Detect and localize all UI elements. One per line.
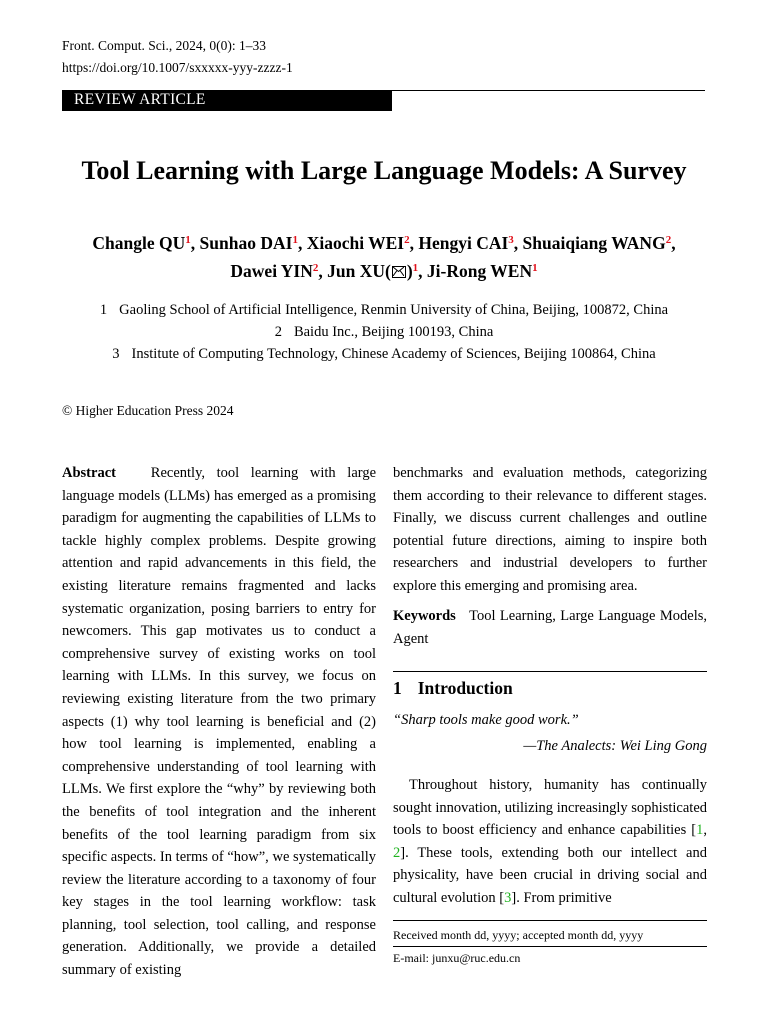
affiliation-3: 3 Institute of Computing Technology, Chinese Academy of Sciences, Beijing 100864, China xyxy=(112,346,656,362)
author: Hengyi CAI$^3$, xyxy=(418,233,523,253)
author: Dawei YIN$^2$, xyxy=(230,261,328,281)
author: Sunhao DAI$^1$, xyxy=(199,233,307,253)
citation-link[interactable]: 3 xyxy=(504,889,512,906)
copyright-notice: © Higher Education Press 2024 xyxy=(62,403,234,418)
affiliation-1: 1 Gaoling School of Artificial Intelligence, Renmin University of China, Beijing, 100872, China xyxy=(99,302,669,318)
epigraph-attribution: —The Analects: Wei Ling Gong xyxy=(523,738,707,754)
abstract-text: Recently, tool learning with large language models (LLMs) has emerged as a promising paradigm for augmenting the capabilities of LLMs to tackle highly complex problems. Despite growing attention and rapid advancements in this field, the existing literature remains fragmented and lacks systematic organization, posing barriers to entry for newcomers. This gap motivates us to conduct a comprehensive survey of existing works on tool learning with LLMs. In this survey, we focus on reviewing existing literature from the two primary aspects (1) why tool learning is beneficial and (2) how tool learning is implemented, enabling a comprehensive understanding of tool learning with LLMs. We first explore the “why” by reviewing both the benefits of tool integration and the inherent benefits of the tool learning paradigm from six specific aspects. In terms of “how”, we systematically review the literature according to a taxonomy of four key stages in the tool learning workflow: task planning, tool selection, tool calling, and response generation. Additionally, we provide a detailed summary of existing xyxy=(62,465,377,979)
author: Xiaochi WEI$^2$, xyxy=(306,233,419,253)
author-corresponding: Jun XU( )$^1$, xyxy=(327,261,427,281)
corresponding-email[interactable]: E-mail: junxu@ruc.edu.cn xyxy=(393,951,521,965)
journal-citation: Front. Comput. Sci., 2024, 0(0): 1–33 xyxy=(62,38,267,53)
author: Changle $QU^1$, xyxy=(92,233,200,253)
abstract-continued: benchmarks and evaluation methods, categorizing them according to their relevance to different stages. Finally, we discuss current challenges and outline potential future directions, aiming to inspire both researchers and industrial developers to further explore this emerging and promising area. xyxy=(393,465,707,594)
paper-title: Tool Learning with Large Language Models: A Survey xyxy=(81,156,687,185)
citation-link[interactable]: 2 xyxy=(393,844,401,861)
keywords-label: Keywords xyxy=(393,608,456,624)
intro-paragraph: Throughout history, humanity has continually sought innovation, utilizing increasingly sophisticated tools to boost efficiency and enhance capabilities [1, 2]. These tools, extending both our intellect and physicality, have been crucial in driving social and cultural evolution [3]. From primitive xyxy=(393,777,707,906)
author-line-2 xyxy=(0,257,768,285)
doi-link[interactable]: https://doi.org/10.1007/sxxxxx-yyy-zzzz-1 xyxy=(62,60,293,75)
abstract xyxy=(62,462,376,982)
footnote-rule xyxy=(393,920,707,921)
footnote-rule-2 xyxy=(393,946,707,947)
author-line-1 xyxy=(0,229,768,257)
citation-link[interactable]: 1 xyxy=(696,822,704,839)
affiliation-2: 2 Baidu Inc., Beijing 100193, China xyxy=(274,324,494,340)
section-heading: 1 Introduction xyxy=(393,678,513,698)
epigraph-quote: “Sharp tools make good work.” xyxy=(393,712,579,728)
author: Ji-Rong WEN$^1$ xyxy=(426,261,538,281)
received-date: Received month dd, yyyy; accepted month dd, yyyy xyxy=(393,928,644,942)
keywords-text: Tool Learning, Large Language Models, Agent xyxy=(393,608,707,647)
envelope-icon xyxy=(392,266,406,278)
keywords xyxy=(393,605,707,650)
article-type-banner: REVIEW ARTICLE xyxy=(62,91,392,111)
author: Shuaiqiang WANG$^2$, xyxy=(522,233,676,253)
abstract-label: Abstract xyxy=(62,465,116,481)
section-rule xyxy=(393,671,707,672)
